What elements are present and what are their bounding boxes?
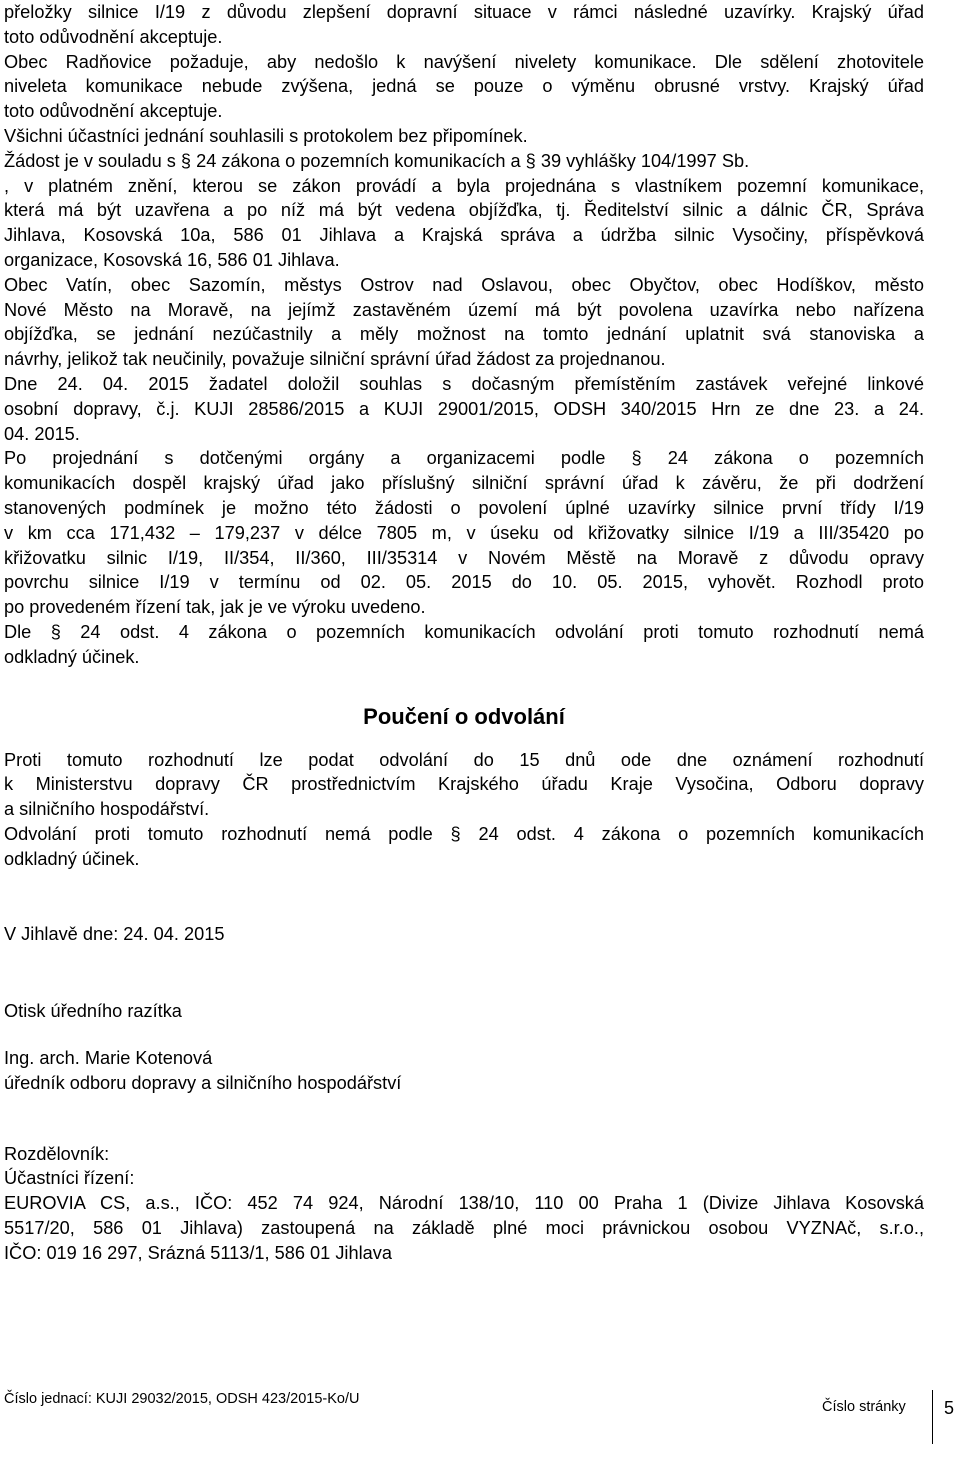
body-line: v km cca 171,432 – 179,237 v délce 7805 m, v úseku od křižovatky silnice I/19 a III/35420 po xyxy=(4,522,924,543)
body-line: povrchu silnice I/19 v termínu od 02. 05. 2015 do 10. 05. 2015, vyhovět. Rozhodl proto xyxy=(4,572,924,593)
participant-line: 5517/20, 586 01 Jihlava) zastoupená na základě plné moci právnickou osobou VYZNAč, s.r.o., xyxy=(4,1218,924,1239)
distribution-label: Rozdělovník: xyxy=(4,1143,110,1164)
participant-line: EUROVIA CS, a.s., IČO: 452 74 924, Národní 138/10, 110 00 Praha 1 (Divize Jihlava Kosovská xyxy=(4,1193,924,1214)
document-body xyxy=(4,0,924,1266)
participant-line: IČO: 019 16 297, Srázná 5113/1, 586 01 Jihlava xyxy=(4,1242,392,1263)
signature-role: úředník odboru dopravy a silničního hospodářství xyxy=(4,1072,402,1093)
body-line: toto odůvodnění akceptuje. xyxy=(4,101,223,122)
appeal-line: k Ministerstvu dopravy ČR prostřednictvím Krajského úřadu Kraje Vysočina, Odboru dopravy xyxy=(4,774,924,795)
date-line: V Jihlavě dne: 24. 04. 2015 xyxy=(4,923,225,944)
participants-label: Účastníci řízení: xyxy=(4,1168,135,1189)
body-line: komunikacích dospěl krajský úřad jako příslušný silniční správní úřad k závěru, že při dodržení xyxy=(4,473,924,494)
body-line: Dne 24. 04. 2015 žadatel doložil souhlas s dočasným přemístěním zastávek veřejné linkové xyxy=(4,373,924,394)
body-line: Nové Město na Moravě, na jejímž zastavěném území má být povolena uzavírka nebo nařízena xyxy=(4,299,924,320)
body-line: návrhy, jelikož tak neučinily, považuje silniční správní úřad žádost za projednanou. xyxy=(4,349,666,370)
appeal-line: Odvolání proti tomuto rozhodnutí nemá podle § 24 odst. 4 zákona o pozemních komunikacích xyxy=(4,823,924,844)
appeal-heading: Poučení o odvolání xyxy=(363,703,565,729)
body-line: která má být uzavřena a po níž má být vedena objížďka, tj. Ředitelství silnic a dálnic ČR, Správa xyxy=(4,200,924,221)
body-line: Obec Radňovice požaduje, aby nedošlo k navýšení nivelety komunikace. Dle sdělení zhotovitele xyxy=(4,51,924,72)
body-line: niveleta komunikace nebude zvýšena, jedná se pouze o výměnu obrusné vrstvy. Krajský úřad xyxy=(4,76,924,97)
body-line: 04. 2015. xyxy=(4,423,80,444)
appeal-line: Proti tomuto rozhodnutí lze podat odvolání do 15 dnů ode dne oznámení rozhodnutí xyxy=(4,749,924,770)
body-line: , v platném znění, kterou se zákon provádí a byla projednána s vlastníkem pozemní komunikace, xyxy=(4,175,924,196)
body-line: Všichni účastníci jednání souhlasili s protokolem bez připomínek. xyxy=(4,125,528,146)
body-line: Po projednání s dotčenými orgány a organizacemi podle § 24 zákona o pozemních xyxy=(4,448,924,469)
body-line: po provedeném řízení tak, jak je ve výroku uvedeno. xyxy=(4,597,426,618)
body-line: Jihlava, Kosovská 10a, 586 01 Jihlava a Krajská správa a údržba silnic Vysočiny, příspěvková xyxy=(4,225,924,246)
reference-number: Číslo jednací: KUJI 29032/2015, ODSH 423/2015-Ko/U xyxy=(4,1391,360,1407)
body-line: přeložky silnice I/19 z důvodu zlepšení dopravní situace v rámci následné uzavírky. Krajský úřad xyxy=(4,2,924,22)
stamp-line: Otisk úředního razítka xyxy=(4,1001,182,1022)
body-line: objížďka, se jednání nezúčastnily a měly možnost na tomto jednání uplatnit svá stanoviska a xyxy=(4,324,924,345)
page-number: 5 xyxy=(944,1398,955,1418)
body-line: Obec Vatín, obec Sazomín, městys Ostrov nad Oslavou, obec Obyčtov, obec Hodíškov, město xyxy=(4,274,924,295)
body-line: osobní dopravy, č.j. KUJI 28586/2015 a KUJI 29001/2015, ODSH 340/2015 Hrn ze dne 23. a 24. xyxy=(4,398,924,419)
body-line: Dle § 24 odst. 4 zákona o pozemních komunikacích odvolání proti tomuto rozhodnutí nemá xyxy=(4,621,924,642)
body-line: křižovatku silnic I/19, II/354, II/360, III/35314 v Novém Městě na Moravě z důvodu opravy xyxy=(4,547,924,568)
body-line: toto odůvodnění akceptuje. xyxy=(4,26,223,47)
body-line: stanovených podmínek je možno této žádosti o povolení úplné uzavírky silnice první třídy I/19 xyxy=(4,497,924,518)
body-line: odkladný účinek. xyxy=(4,646,140,667)
appeal-line: odkladný účinek. xyxy=(4,848,140,869)
body-line: organizace, Kosovská 16, 586 01 Jihlava. xyxy=(4,249,340,270)
footer-divider xyxy=(932,1390,933,1444)
page-label: Číslo stránky xyxy=(822,1399,906,1415)
body-line: Žádost je v souladu s § 24 zákona o pozemních komunikacích a § 39 vyhlášky 104/1997 Sb. xyxy=(4,150,750,171)
signature-name: Ing. arch. Marie Kotenová xyxy=(4,1048,213,1069)
appeal-line: a silničního hospodářství. xyxy=(4,799,210,820)
